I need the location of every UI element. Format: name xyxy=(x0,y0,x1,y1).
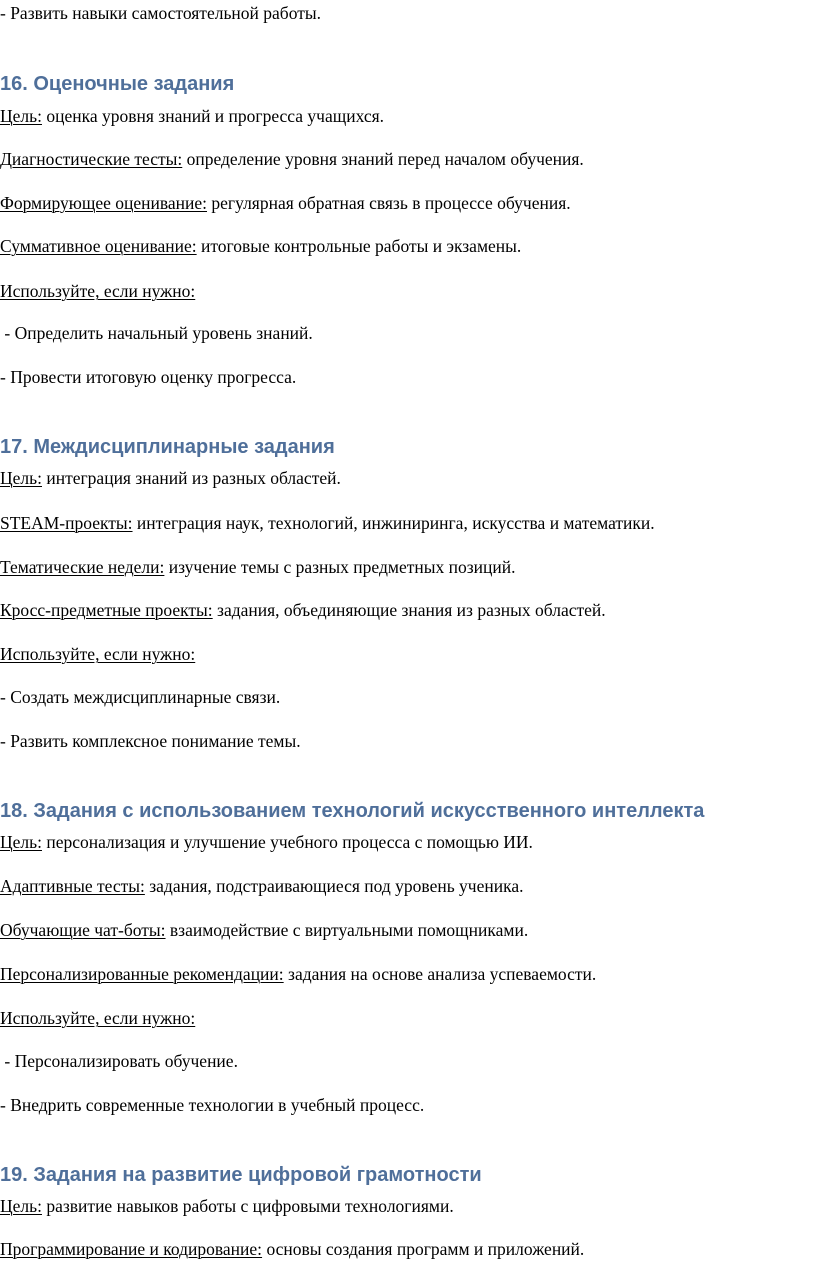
item-line xyxy=(0,512,655,534)
use-label: Используйте, если нужно: xyxy=(0,281,196,301)
use-label: Используйте, если нужно: xyxy=(0,1008,196,1028)
item-label: Диагностические тесты: xyxy=(0,149,183,169)
use-item: - Персонализировать обучение. xyxy=(0,1051,238,1071)
item-line xyxy=(0,919,528,941)
item-label: Обучающие чат-боты: xyxy=(0,920,166,940)
item-text: определение уровня знаний перед началом обучения. xyxy=(182,149,584,169)
item-text: интеграция наук, технологий, инжиниринга, искусства и математики. xyxy=(132,513,655,533)
item-line xyxy=(0,875,523,897)
item-label: Тематические недели: xyxy=(0,557,165,577)
use-item: - Создать междисциплинарные связи. xyxy=(0,687,281,707)
item-label: Кросс-предметные проекты: xyxy=(0,600,213,620)
item-line xyxy=(0,1238,584,1260)
goal-line xyxy=(0,1195,454,1217)
use-label-line xyxy=(0,1007,195,1029)
use-item: - Определить начальный уровень знаний. xyxy=(0,323,313,343)
section-heading: 18. Задания с использованием технологий искусственного интеллекта xyxy=(0,800,705,822)
goal-text: оценка уровня знаний и прогресса учащихся. xyxy=(41,106,385,126)
goal-line xyxy=(0,467,341,489)
goal-label: Цель: xyxy=(0,832,42,852)
item-line xyxy=(0,556,515,578)
item-text: регулярная обратная связь в процессе обучения. xyxy=(207,193,571,213)
item-text: задания на основе анализа успеваемости. xyxy=(283,964,597,984)
goal-text: интеграция знаний из разных областей. xyxy=(41,468,341,488)
item-line xyxy=(0,963,596,985)
item-text: основы создания программ и приложений. xyxy=(262,1239,585,1259)
use-label: Используйте, если нужно: xyxy=(0,644,196,664)
goal-text: персонализация и улучшение учебного процесса с помощью ИИ. xyxy=(41,832,533,852)
item-text: взаимодействие с виртуальными помощниками. xyxy=(165,920,529,940)
use-label-line xyxy=(0,643,195,665)
item-label: Суммативное оценивание: xyxy=(0,236,197,256)
section-heading: 16. Оценочные задания xyxy=(0,73,235,95)
item-label: Персонализированные рекомендации: xyxy=(0,964,284,984)
goal-line xyxy=(0,105,384,127)
item-label: STEAM-проекты: xyxy=(0,513,133,533)
goal-line xyxy=(0,831,533,853)
item-line xyxy=(0,599,606,621)
use-item: - Внедрить современные технологии в учебный процесс. xyxy=(0,1095,425,1115)
use-item: - Развить комплексное понимание темы. xyxy=(0,731,301,751)
item-line xyxy=(0,148,584,170)
item-text: изучение темы с разных предметных позиций. xyxy=(164,557,516,577)
item-text: задания, объединяющие знания из разных областей. xyxy=(212,600,606,620)
use-item: - Провести итоговую оценку прогресса. xyxy=(0,367,297,387)
item-line xyxy=(0,235,521,257)
section-heading: 19. Задания на развитие цифровой грамотности xyxy=(0,1164,482,1186)
goal-label: Цель: xyxy=(0,468,42,488)
intro-line: - Развить навыки самостоятельной работы. xyxy=(0,3,322,23)
item-label: Адаптивные тесты: xyxy=(0,876,145,896)
item-text: задания, подстраивающиеся под уровень ученика. xyxy=(144,876,524,896)
item-label: Формирующее оценивание: xyxy=(0,193,208,213)
item-label: Программирование и кодирование: xyxy=(0,1239,263,1259)
goal-label: Цель: xyxy=(0,106,42,126)
item-text: итоговые контрольные работы и экзамены. xyxy=(196,236,522,256)
item-line xyxy=(0,192,571,214)
goal-text: развитие навыков работы с цифровыми технологиями. xyxy=(41,1196,454,1216)
goal-label: Цель: xyxy=(0,1196,42,1216)
use-label-line xyxy=(0,280,195,302)
section-heading: 17. Междисциплинарные задания xyxy=(0,436,335,458)
